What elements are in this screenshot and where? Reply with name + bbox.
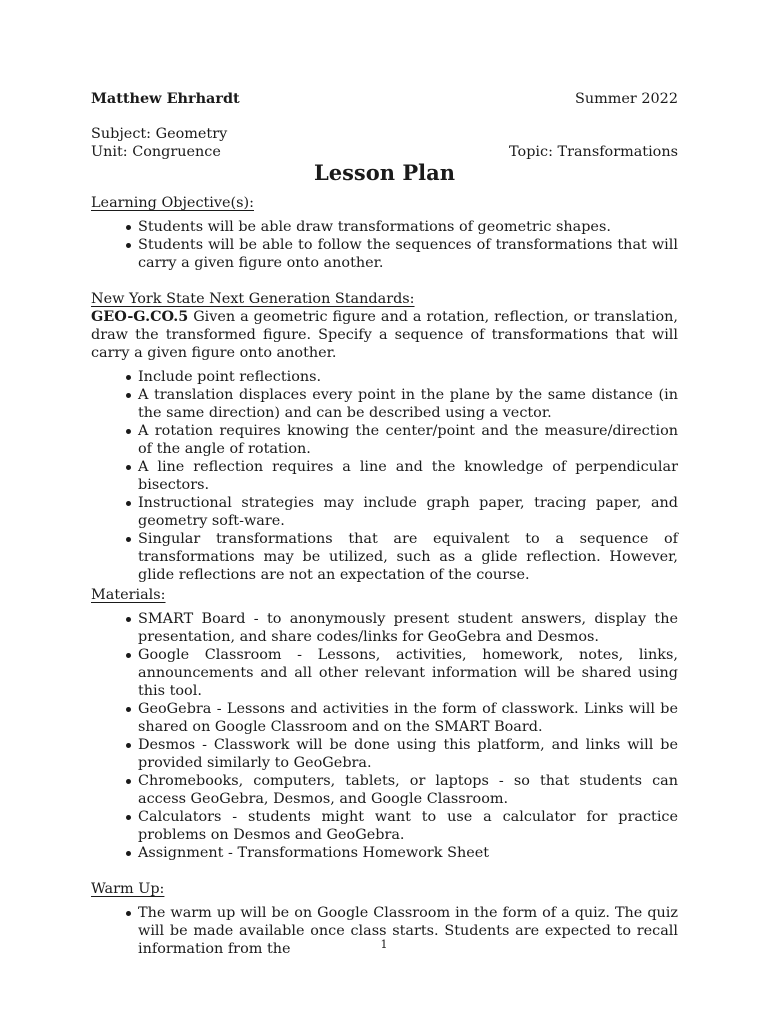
unit-line: Unit: Congruence — [91, 144, 221, 160]
standard-text: Given a geometric figure and a rotation, reflection, or translation, draw the transformed figure. Specify a sequence of transformations that will carry a given figure onto another. — [91, 309, 678, 361]
page-title: Lesson Plan — [313, 160, 455, 185]
materials-list — [91, 610, 678, 862]
topic-line: Topic: Transformations — [509, 144, 678, 160]
list-item: Calculators - students might want to use a calculator for practice problems on Desmos and GeoGebra. — [91, 808, 678, 844]
list-item: SMART Board - to anonymously present student answers, display the presentation, and share codes/links for GeoGebra and Desmos. — [91, 610, 678, 646]
list-item: Singular transformations that are equivalent to a sequence of transformations may be utilized, such as a glide reflection. However, glide reflections are not an expectation of the course. — [91, 530, 678, 584]
document-page — [91, 90, 678, 958]
page-number: 1 — [380, 938, 388, 951]
author-row — [91, 90, 678, 108]
list-item: Instructional strategies may include graph paper, tracing paper, and geometry soft-ware. — [91, 494, 678, 530]
standards-list — [91, 368, 678, 584]
list-item: Desmos - Classwork will be done using this platform, and links will be provided similarly to GeoGebra. — [91, 736, 678, 772]
list-item: The warm up will be on Google Classroom in the form of a quiz. The quiz will be made available once class starts. Students are expected to recall information from the — [91, 904, 678, 958]
list-item: Assignment - Transformations Homework Sheet — [91, 844, 678, 862]
objectives-list — [91, 218, 678, 272]
standard-code: GEO-G.CO.5 — [91, 308, 189, 325]
section-heading-materials: Materials: — [91, 587, 166, 603]
list-item: Chromebooks, computers, tablets, or laptops - so that students can access GeoGebra, Desmos, and Google Classroom. — [91, 772, 678, 808]
list-item: Students will be able to follow the sequences of transformations that will carry a given figure onto another. — [91, 236, 678, 272]
section-heading-objectives: Learning Objective(s): — [91, 195, 254, 211]
list-item: Students will be able draw transformations of geometric shapes. — [91, 218, 678, 236]
subject-line: Subject: Geometry — [91, 126, 228, 142]
standard-paragraph — [91, 308, 678, 362]
list-item: A rotation requires knowing the center/point and the measure/direction of the angle of rotation. — [91, 422, 678, 458]
list-item: A translation displaces every point in the plane by the same distance (in the same direction) and can be described using a vector. — [91, 386, 678, 422]
author-name: Matthew Ehrhardt — [91, 90, 240, 107]
section-heading-standards: New York State Next Generation Standards: — [91, 291, 415, 307]
term: Summer 2022 — [574, 91, 678, 107]
unit-topic-row — [91, 143, 678, 161]
list-item: GeoGebra - Lessons and activities in the form of classwork. Links will be shared on Google Classroom and on the SMART Board. — [91, 700, 678, 736]
section-heading-warmup: Warm Up: — [91, 881, 165, 897]
list-item: Google Classroom - Lessons, activities, homework, notes, links, announcements and all other relevant information will be shared using this tool. — [91, 646, 678, 700]
list-item: A line reflection requires a line and the knowledge of perpendicular bisectors. — [91, 458, 678, 494]
list-item: Include point reflections. — [91, 368, 678, 386]
